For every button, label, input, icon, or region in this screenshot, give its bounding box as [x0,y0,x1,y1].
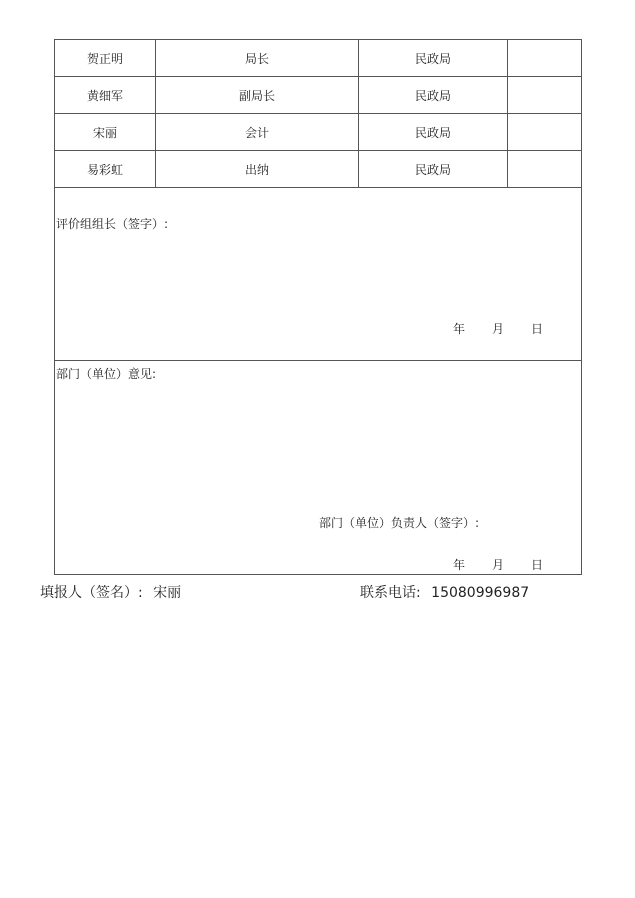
member-title: 副局长 [156,77,359,114]
filler-name: 宋丽 [153,585,182,601]
member-unit: 民政局 [359,151,508,188]
member-title: 局长 [156,40,359,77]
dept-date-month: 月 [492,558,505,572]
table-row [55,151,582,188]
leader-date-day: 日 [531,322,544,336]
table-row [55,77,582,114]
member-unit: 民政局 [359,114,508,151]
table-row [55,114,582,151]
dept-section-row [55,361,582,575]
leader-date-year: 年 [453,322,466,336]
member-extra [508,114,582,151]
evaluation-form-table [54,39,582,575]
leader-signature-label: 评价组组长（签字）: [56,217,169,231]
member-unit: 民政局 [359,77,508,114]
member-title: 出纳 [156,151,359,188]
member-unit: 民政局 [359,40,508,77]
table-row [55,40,582,77]
dept-head-signature-label: 部门（单位）负责人（签字）: [319,516,480,530]
dept-date-year: 年 [453,558,466,572]
dept-date-day: 日 [531,558,544,572]
leader-section-row [55,188,582,361]
filler-label: 填报人（签名）: [40,585,143,601]
member-name: 易彩虹 [55,151,156,188]
phone-number: 15080996987 [431,585,530,601]
filler-info [40,582,181,602]
member-title: 会计 [156,114,359,151]
member-extra [508,40,582,77]
member-extra [508,151,582,188]
phone-label: 联系电话: [360,585,421,601]
member-name: 贺正明 [55,40,156,77]
leader-signature-area[interactable] [55,188,582,361]
contact-info [360,582,529,602]
dept-opinion-label: 部门（单位）意见: [56,367,157,381]
member-name: 黄细军 [55,77,156,114]
member-extra [508,77,582,114]
dept-opinion-area[interactable] [55,361,582,575]
member-name: 宋丽 [55,114,156,151]
leader-date-month: 月 [492,322,505,336]
